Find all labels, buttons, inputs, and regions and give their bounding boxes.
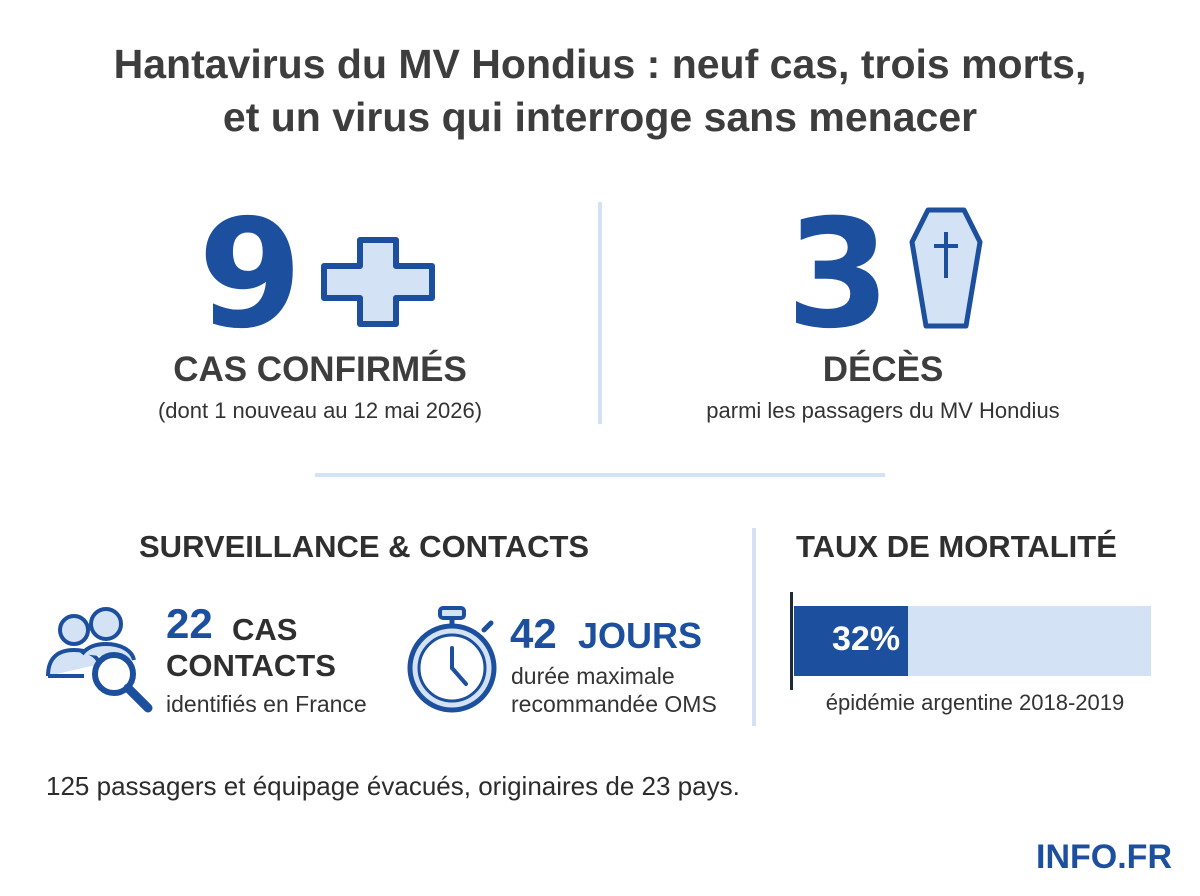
duration-subtext-1: durée maximale bbox=[511, 663, 675, 689]
brand-logo: INFO.FR bbox=[1036, 838, 1172, 876]
mortality-divider bbox=[752, 528, 756, 726]
section-divider bbox=[315, 473, 885, 477]
title-line-2: et un virus qui interroge sans menacer bbox=[222, 94, 978, 140]
contacts-subtext: identifiés en France bbox=[166, 691, 367, 717]
stat-divider bbox=[598, 202, 602, 424]
mortality-caption: épidémie argentine 2018-2019 bbox=[825, 690, 1125, 715]
cases-number: 9 bbox=[198, 188, 303, 362]
deaths-number: 3 bbox=[786, 188, 891, 362]
people-magnifier-icon bbox=[44, 604, 156, 716]
duration-number: 42 bbox=[510, 610, 557, 657]
footer-note: 125 passagers et équipage évacués, originaires de 23 pays. bbox=[46, 771, 740, 801]
duration-unit: JOURS bbox=[578, 615, 703, 656]
mortality-bar-axis bbox=[790, 592, 793, 690]
title-line-1: Hantavirus du MV Hondius : neuf cas, trois morts, bbox=[113, 41, 1087, 87]
surveillance-title: SURVEILLANCE & CONTACTS bbox=[139, 529, 590, 564]
mortality-value: 32% bbox=[832, 620, 901, 658]
medical-cross-icon bbox=[318, 236, 438, 328]
coffin-icon bbox=[906, 206, 986, 330]
mortality-title: TAUX DE MORTALITÉ bbox=[796, 529, 1117, 564]
deaths-label: DÉCÈS bbox=[822, 350, 944, 389]
contacts-number: 22 bbox=[166, 600, 213, 647]
page-title bbox=[0, 38, 1200, 144]
duration-subtext-2: recommandée OMS bbox=[511, 691, 717, 717]
cases-label: CAS CONFIRMÉS bbox=[173, 350, 467, 389]
contacts-unit: CAS bbox=[232, 612, 298, 647]
stopwatch-icon bbox=[404, 604, 500, 714]
cases-subtext: (dont 1 nouveau au 12 mai 2026) bbox=[157, 398, 483, 423]
contacts-unit-line2: CONTACTS bbox=[166, 648, 336, 683]
deaths-subtext: parmi les passagers du MV Hondius bbox=[706, 398, 1060, 423]
